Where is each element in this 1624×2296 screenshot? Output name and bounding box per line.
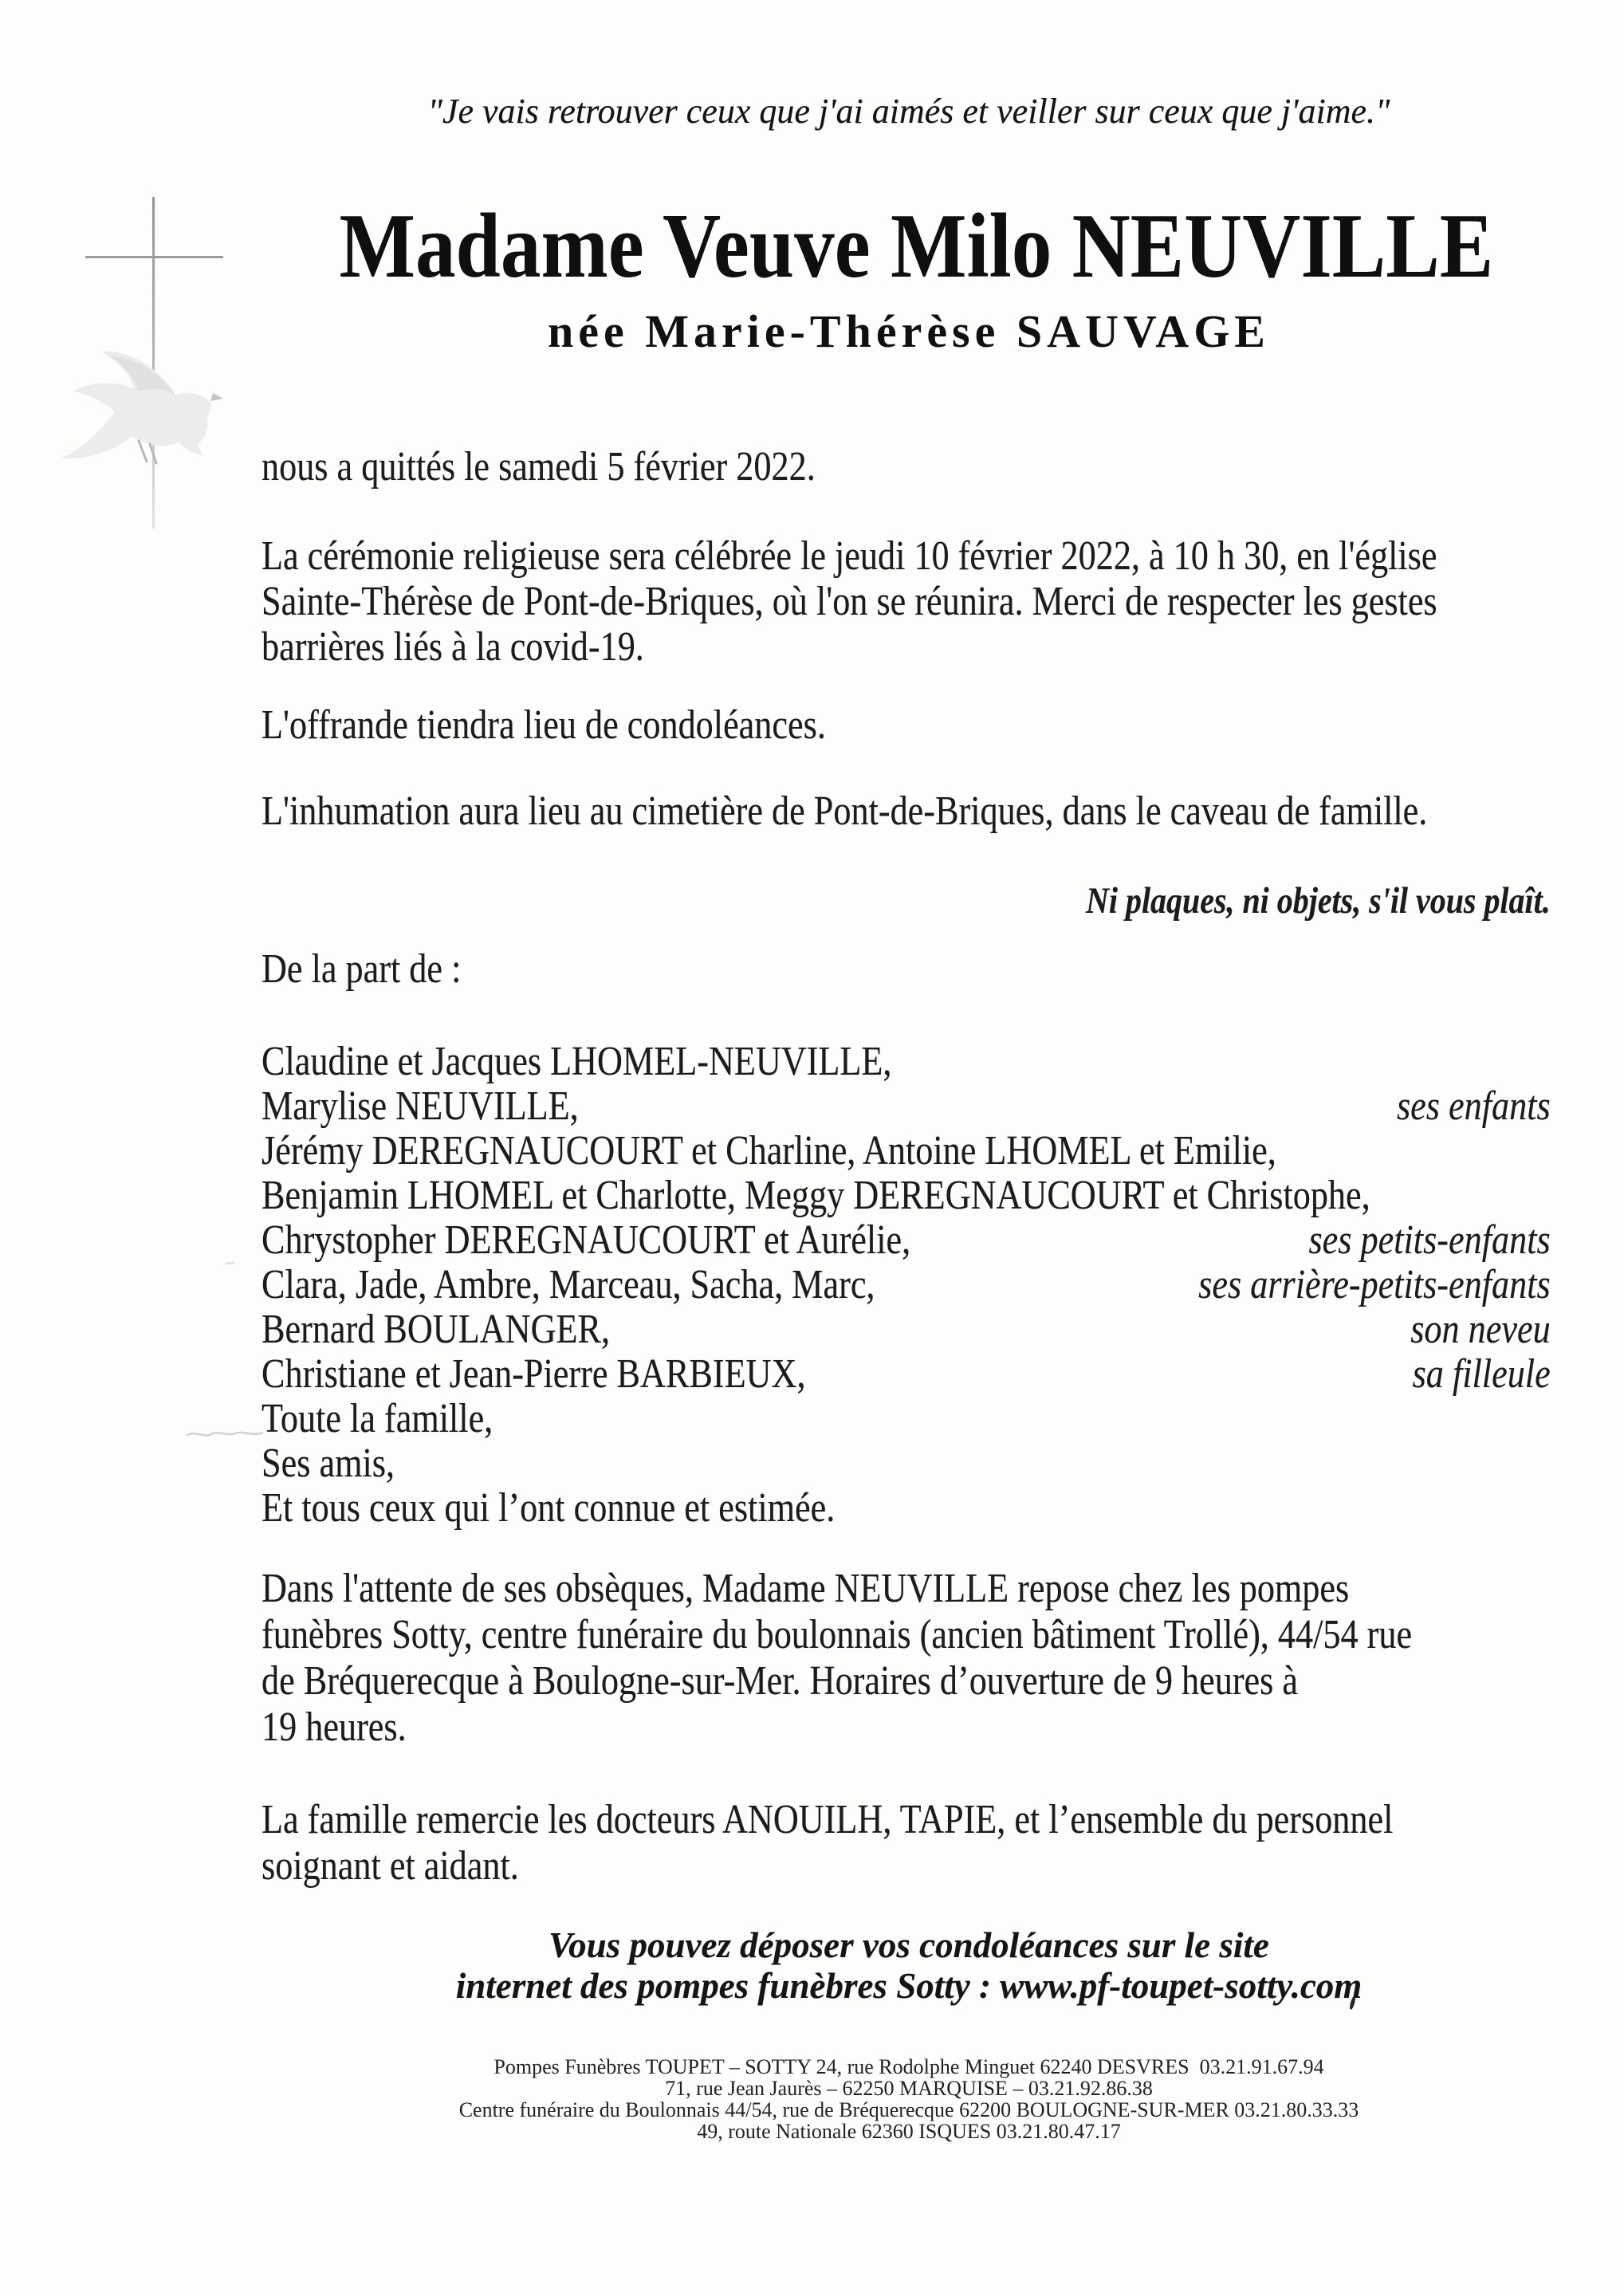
ceremony-paragraph [261,533,1551,670]
burial-line: L'inhumation aura lieu au cimetière de Pont-de-Briques, dans le caveau de famille. [261,788,1428,834]
footer-address-line: 49, route Nationale 62360 ISQUES 03.21.80.47.17 [697,2120,1121,2143]
epitaph-quote: "Je vais retrouver ceux que j'ai aimés et veiller sur ceux que j'aime." [427,92,1390,131]
repose-line-1: Dans l'attente de ses obsèques, Madame NEUVILLE repose chez les pompes [261,1566,1350,1611]
family-relation: ses arrière-petits-enfants [1198,1262,1551,1307]
ceremony-line-1: La cérémonie religieuse sera célébrée le jeudi 10 février 2022, à 10 h 30, en l'église [261,533,1437,579]
family-name: Ses amis, [261,1441,395,1486]
family-row [261,1397,1551,1441]
thanks-line-1: La famille remercie les docteurs ANOUILH, TAPIE, et l’ensemble du personnel [261,1797,1394,1842]
family-row [261,1352,1551,1397]
footer-address-line: Pompes Funèbres TOUPET – SOTTY 24, rue Rodolphe Minguet 62240 DESVRES 03.21.91.67.94 [493,2055,1324,2078]
family-relation: sa filleule [1412,1351,1551,1397]
from-label: De la part de : [261,946,462,992]
burial-paragraph [261,788,1551,834]
footer-address-line: 71, rue Jean Jaurès – 62250 MARQUISE – 03.21.92.86.38 [665,2077,1153,2100]
scan-artifact-speck [226,1261,235,1264]
family-row [261,1441,1551,1486]
family-name: Chrystopher DEREGNAUCOURT et Aurélie, [261,1217,911,1263]
death-date-line: nous a quittés le samedi 5 février 2022. [261,444,816,489]
ceremony-line-3: barrières liés à la covid-19. [261,624,644,670]
thanks-line-2: soignant et aidant. [261,1843,519,1889]
footer-address-line: Centre funéraire du Boulonnais 44/54, rue de Bréquerecque 62200 BOULOGNE-SUR-MER 03.21.80.33.33 [458,2098,1359,2121]
family-row [261,1307,1551,1352]
family-relation: ses enfants [1396,1083,1551,1129]
family-relation: ses petits-enfants [1308,1217,1551,1263]
family-name: Jérémy DEREGNAUCOURT et Charline, Antoine LHOMEL et Emilie, [261,1128,1276,1174]
family-row [261,1129,1551,1174]
funeral-home-addresses [261,2056,1556,2142]
family-name: Benjamin LHOMEL et Charlotte, Meggy DEREGNAUCOURT et Christophe, [261,1173,1370,1218]
family-name: Bernard BOULANGER, [261,1307,611,1352]
repose-line-4: 19 heures. [261,1704,407,1750]
repose-line-2: funèbres Sotty, centre funéraire du boulonnais (ancien bâtiment Trollé), 44/54 rue [261,1612,1413,1657]
family-name: Marylise NEUVILLE, [261,1083,579,1129]
family-list [261,1040,1551,1531]
family-name: Et tous ceux qui l’ont connue et estimée. [261,1485,836,1531]
family-relation: son neveu [1410,1307,1551,1352]
family-name: Christiane et Jean-Pierre BARBIEUX, [261,1351,806,1397]
maiden-name-subtitle: née Marie-Thérèse SAUVAGE [547,305,1270,357]
family-row [261,1263,1551,1307]
family-row [261,1218,1551,1263]
offering-line: L'offrande tiendra lieu de condoléances. [261,702,826,748]
family-row [261,1174,1551,1218]
family-name: Clara, Jade, Ambre, Marceau, Sacha, Marc, [261,1262,875,1307]
scan-artifact-squiggle [186,1429,265,1440]
dove-icon [56,339,239,486]
deceased-name-title: Madame Veuve Milo NEUVILLE [339,195,1494,297]
no-plaques-line: Ni plaques, ni objets, s'il vous plaît. [1086,880,1551,922]
ceremony-line-2: Sainte-Thérèse de Pont-de-Briques, où l'on se réunira. Merci de respecter les gestes [261,579,1437,624]
condolences-website-note [261,1925,1556,2007]
cross-icon-bar [85,256,223,258]
from-label-paragraph [261,946,1551,992]
family-row [261,1486,1551,1531]
repose-line-3: de Bréquerecque à Boulogne-sur-Mer. Horaires d’ouverture de 9 heures à [261,1658,1299,1704]
no-plaques-notice [261,879,1551,924]
condolences-line-1: Vous pouvez déposer vos condoléances sur le site [549,1925,1269,1965]
offering-paragraph [261,702,1551,748]
family-name: Toute la famille, [261,1396,493,1441]
repose-paragraph [261,1566,1551,1751]
family-row [261,1084,1551,1129]
family-name: Claudine et Jacques LHOMEL-NEUVILLE, [261,1039,892,1084]
thanks-paragraph [261,1797,1551,1889]
family-row [261,1040,1551,1084]
death-date-paragraph [261,444,1551,489]
condolences-line-2: internet des pompes funèbres Sotty : www.pf-toupet-sotty.com [455,1966,1363,2006]
